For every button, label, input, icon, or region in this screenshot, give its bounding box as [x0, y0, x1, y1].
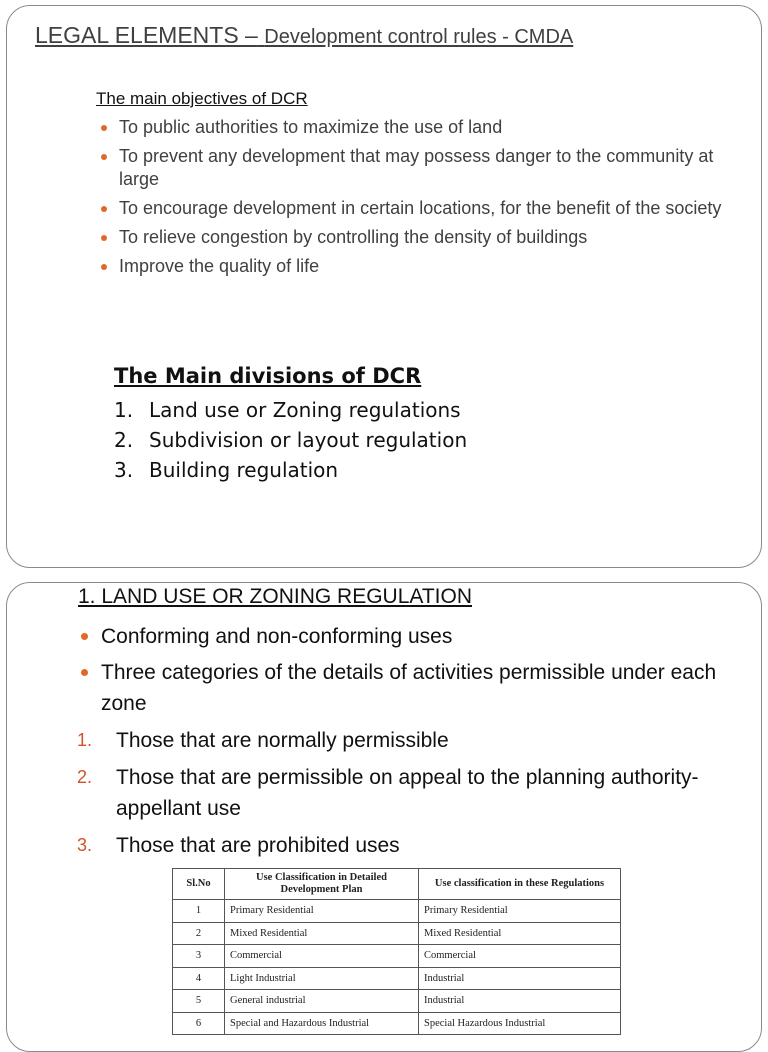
division-item: [114, 425, 467, 455]
table-cell: General industrial: [225, 990, 419, 1013]
objective-item: Improve the quality of life: [96, 255, 746, 278]
table-cell: Industrial: [419, 990, 621, 1013]
objectives-heading: The main objectives of DCR: [96, 89, 308, 108]
table-cell: 2: [173, 922, 225, 945]
table-cell: 6: [173, 1012, 225, 1035]
slide-legal-elements: [6, 5, 762, 568]
column-header: Sl.No: [173, 869, 225, 900]
table-row: [173, 922, 621, 945]
table-cell: Commercial: [419, 945, 621, 968]
use-classification-table: [172, 868, 621, 1035]
divisions-heading: The Main divisions of DCR: [114, 364, 422, 388]
table-cell: 5: [173, 990, 225, 1013]
division-text: Building regulation: [149, 458, 339, 482]
division-number: 1.: [114, 398, 134, 422]
division-item: [114, 395, 467, 425]
division-number: 2.: [114, 428, 134, 452]
column-header: Use Classification in Detailed Development Plan: [225, 869, 419, 900]
objective-item: To prevent any development that may possess danger to the community at large: [96, 145, 746, 191]
division-number: 3.: [114, 458, 134, 482]
objective-item: To public authorities to maximize the use of land: [96, 116, 746, 139]
slide-title-main: LEGAL ELEMENTS –: [35, 22, 258, 48]
zoning-bullets: [77, 621, 762, 724]
table-cell: Light Industrial: [225, 967, 419, 990]
table-cell: Special Hazardous Industrial: [419, 1012, 621, 1035]
table-cell: Special and Hazardous Industrial: [225, 1012, 419, 1035]
slide-zoning-regulation: [6, 582, 762, 1052]
objective-item: To relieve congestion by controlling the density of buildings: [96, 226, 746, 249]
slide-title: [35, 22, 573, 49]
table-row: [173, 967, 621, 990]
table-header-row: [173, 869, 621, 900]
table-cell: 1: [173, 900, 225, 923]
numbered-item: [77, 725, 762, 756]
table-row: [173, 945, 621, 968]
division-text: Subdivision or layout regulation: [149, 428, 468, 452]
table-cell: Mixed Residential: [225, 922, 419, 945]
item-number: 3.: [77, 835, 93, 855]
table-cell: Industrial: [419, 967, 621, 990]
objective-item: To encourage development in certain locations, for the benefit of the society: [96, 197, 746, 220]
permissibility-list: [77, 725, 762, 867]
table-cell: 3: [173, 945, 225, 968]
table-row: [173, 1012, 621, 1035]
table-cell: Primary Residential: [225, 900, 419, 923]
objectives-list: [96, 116, 746, 284]
numbered-item: [77, 762, 762, 824]
column-header: Use classification in these Regulations: [419, 869, 621, 900]
table-cell: Commercial: [225, 945, 419, 968]
table-cell: 4: [173, 967, 225, 990]
bullet-item: Three categories of the details of activities permissible under each zone: [77, 657, 762, 719]
item-text: Those that are permissible on appeal to the planning authority-appellant use: [116, 766, 699, 820]
slide-title-sub: Development control rules - CMDA: [264, 26, 574, 48]
item-text: Those that are prohibited uses: [116, 834, 400, 857]
table-cell: Mixed Residential: [419, 922, 621, 945]
item-number: 2.: [77, 767, 93, 787]
table-cell: Primary Residential: [419, 900, 621, 923]
bullet-item: Conforming and non-conforming uses: [77, 621, 762, 652]
division-item: [114, 455, 467, 485]
table-row: [173, 900, 621, 923]
item-number: 1.: [77, 730, 93, 750]
divisions-list: [114, 395, 467, 485]
table-row: [173, 990, 621, 1013]
item-text: Those that are normally permissible: [116, 729, 449, 752]
slide-title: 1. LAND USE OR ZONING REGULATION: [78, 585, 473, 608]
division-text: Land use or Zoning regulations: [149, 398, 461, 422]
numbered-item: [77, 830, 762, 861]
